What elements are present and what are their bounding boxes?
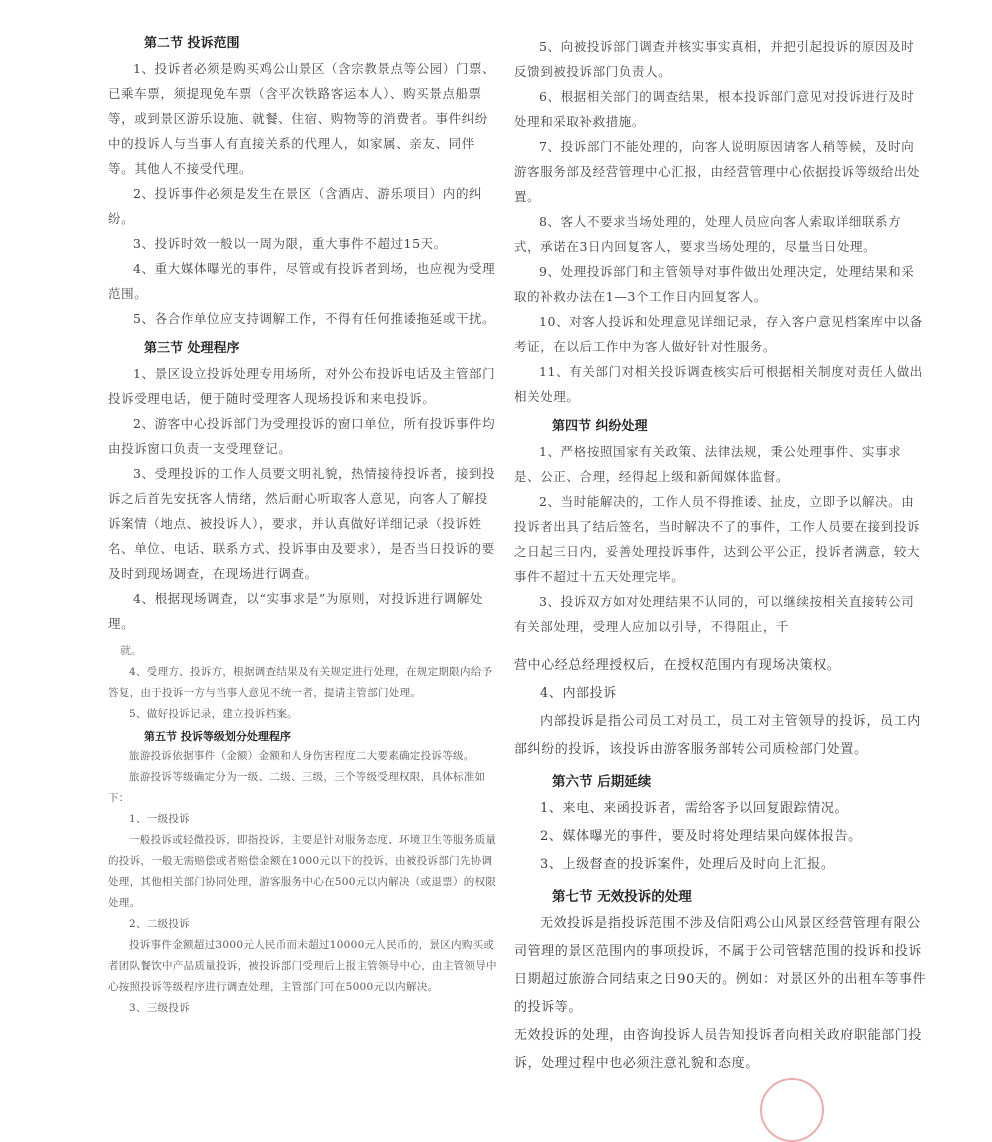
paragraph: 4、受理方、投诉方，根据调查结果及有关规定进行处理，在规定期限内给予答复，由于投诉一方与当事人意见不统一者，提请主管部门处理。: [108, 666, 493, 699]
paragraph: 7、投诉部门不能处理的，向客人说明原因请客人稍等候，及时向游客服务部及经营管理中心汇报，由经营管理中心依据投诉等级给出处置。: [514, 139, 921, 204]
right-column-bottom: [514, 652, 934, 1092]
paragraph: 2、投诉事件必须是发生在景区（含酒店、游乐项目）内的纠纷。: [108, 186, 483, 226]
paragraph: 10、对客人投诉和处理意见详细记录，存入客户意见档案库中以备考证，在以后工作中为客人做好针对性服务。: [514, 314, 923, 354]
paragraph: 投诉事件金额超过3000元人民币而未超过10000元人民币的，景区内购买或者团队餐饮中产品质量投诉，被投诉部门受理后上报主管领导中心，由主管领导中心按照投诉等级程序进行调查处理，主管部门可在5000元以内解决。: [108, 939, 497, 993]
paragraph: 11、有关部门对相关投诉调查核实后可根据相关制度对责任人做出相关处理。: [514, 364, 923, 404]
paragraph: 2、二级投诉: [129, 918, 190, 930]
paragraph: 1、来电、来函投诉者，需给客予以回复跟踪情况。: [540, 801, 849, 816]
paragraph: 1、一级投诉: [129, 813, 190, 825]
section-4-title: 第四节 纠纷处理: [552, 419, 648, 434]
paragraph: 4、重大媒体曝光的事件，尽管或有投诉者到场，也应视为受理范围。: [108, 261, 496, 301]
paragraph: 4、内部投诉: [540, 686, 617, 701]
paragraph: 1、景区设立投诉处理专用场所，对外公布投诉电话及主管部门投诉受理电话，便于随时受理客人现场投诉和来电投诉。: [108, 366, 496, 406]
paragraph: 无效投诉的处理，由咨询投诉人员告知投诉者向相关政府职能部门投诉，处理过程中也必须注意礼貌和态度。: [514, 1028, 923, 1071]
lower-page-block: [108, 662, 498, 1019]
paragraph: 2、当时能解决的，工作人员不得推诿、扯皮，立即予以解决。由投诉者出具了结后签名，当时解决不了的事件，工作人员要在接到投诉之日起三日内，妥善处理投诉事件，达到公平公正，投诉者满意，较大事件不超过十五天处理完毕。: [514, 494, 921, 584]
paragraph: 3、三级投诉: [129, 1002, 190, 1014]
page-fragment: 就。: [120, 644, 142, 657]
left-column: [108, 0, 498, 1118]
paragraph: 9、处理投诉部门和主管领导对事件做出处理决定，处理结果和采取的补救办法在1—3个工作日内回复客人。: [514, 264, 915, 304]
paragraph: 6、根据相关部门的调查结果，根本投诉部门意见对投诉进行及时处理和采取补救措施。: [514, 89, 915, 129]
paragraph: 8、客人不要求当场处理的，处理人员应向客人索取详细联系方式，承诺在3日内回复客人，要求当场处理的，尽量当日处理。: [514, 214, 902, 254]
section-3-title: 第三节 处理程序: [144, 341, 240, 356]
paragraph: 1、投诉者必须是购买鸡公山景区（含宗教景点等公园）门票、已乘车票，须提现免车票（含平次铁路客运本人）、购买景点船票等，或到景区游乐设施、就餐、住宿、购物等的消费者。事件纠纷中的投诉人与当事人有直接关系的代理人，如家属、亲友、同伴等。其他人不接受代理。: [108, 61, 496, 176]
paragraph: 3、受理投诉的工作人员要文明礼貌，热情接待投诉者，接到投诉之后首先安抚客人情绪，然后耐心听取客人意见，向客人了解投诉案情（地点、被投诉人），要求，并认真做好详细记录（投诉姓名、单位、电话、联系方式、投诉事由及要求），是否当日投诉的要及时到现场调查，在现场进行调查。: [108, 466, 496, 581]
right-column-top: [514, 34, 926, 634]
section-7-title: 第七节 无效投诉的处理: [552, 889, 692, 905]
paragraph: 5、做好投诉记录，建立投诉档案。: [129, 708, 298, 720]
section-6-title: 第六节 后期延续: [552, 774, 652, 790]
paragraph: 3、上级督查的投诉案件，处理后及时向上汇报。: [540, 857, 835, 872]
paragraph: 无效投诉是指投诉范围不涉及信阳鸡公山风景区经营管理有限公司管理的景区范围内的事项投诉，不属于公司管辖范围的投诉和投诉日期超过旅游合同结束之日90天的。例如：对景区外的出租车等事件的投诉等。: [514, 916, 927, 1015]
paragraph: 2、媒体曝光的事件，要及时将处理结果向媒体报告。: [540, 829, 862, 844]
paragraph: 营中心经总经理授权后，在授权范围内有现场决策权。: [514, 658, 841, 673]
section-5-title: 第五节 投诉等级划分处理程序: [144, 730, 291, 743]
red-seal-stamp: [760, 1078, 824, 1142]
paragraph: 1、严格按照国家有关政策、法律法规，秉公处理事件、实事求是、公正、合理，经得起上级和新闻媒体监督。: [514, 444, 902, 484]
section-2-title: 第二节 投诉范围: [144, 36, 240, 51]
paragraph: 3、投诉双方如对处理结果不认同的，可以继续按相关直接转公司有关部处理，受理人应加以引导，不得阻止，千: [514, 594, 915, 634]
paragraph: 5、各合作单位应支持调解工作，不得有任何推诿拖延或干扰。: [133, 311, 496, 326]
paragraph: 内部投诉是指公司员工对员工，员工对主管领导的投诉，员工内部纠纷的投诉，该投诉由游客服务部转公司质检部门处置。: [514, 714, 921, 757]
paragraph: 5、向被投诉部门调查并核实事实真相，并把引起投诉的原因及时反馈到被投诉部门负责人。: [514, 39, 915, 79]
paragraph: 3、投诉时效一般以一周为限，重大事件不超过15天。: [133, 236, 447, 251]
paragraph: 旅游投诉依据事件（金额）金额和人身伤害程度二大要素确定投诉等级。: [129, 750, 475, 762]
paragraph: 一般投诉或轻微投诉，即指投诉，主要是针对服务态度、环境卫生等服务质量的投诉，一般无需赔偿或者赔偿金额在1000元以下的投诉，由被投诉部门先协调处理，其他相关部门协同处理，游客服务中心在500元以内解决（或退票）的权限处理。: [108, 834, 497, 909]
paragraph: 4、根据现场调查，以“实事求是”为原则，对投诉进行调解处理。: [108, 591, 484, 631]
paragraph: 2、游客中心投诉部门为受理投诉的窗口单位，所有投诉事件均由投诉窗口负责一支受理登记。: [108, 416, 496, 456]
paragraph: 旅游投诉等级确定分为一级、二级、三级，三个等级受理权限，具体标准如下：: [108, 771, 486, 804]
